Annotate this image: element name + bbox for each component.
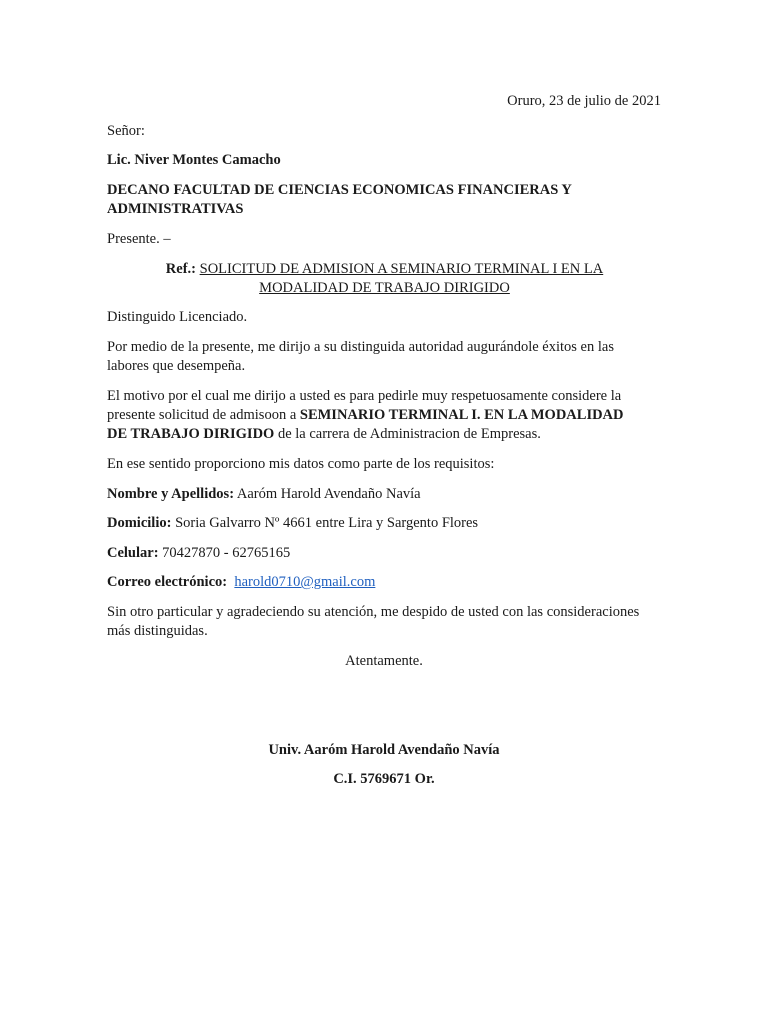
name-value: Aaróm Harold Avendaño Navía: [234, 486, 421, 502]
phone-label: Celular:: [107, 545, 159, 561]
greeting: Distinguido Licenciado.: [107, 309, 248, 325]
signature-name: Univ. Aaróm Harold Avendaño Navía: [268, 742, 500, 758]
address-label: Domicilio:: [107, 515, 172, 531]
recipient-title-line2: ADMINISTRATIVAS: [107, 201, 244, 217]
para2-line3: [107, 424, 664, 444]
date-line: Oruro, 23 de julio de 2021: [507, 93, 661, 109]
para1-line2: labores que desempeña.: [107, 358, 246, 374]
recipient-title-line1: DECANO FACULTAD DE CIENCIAS ECONOMICAS FINANCIERAS Y: [107, 182, 572, 198]
salutation: Señor:: [107, 123, 145, 139]
address-value: Soria Galvarro Nº 4661 entre Lira y Sargento Flores: [171, 515, 479, 531]
field-address: [107, 513, 664, 533]
para2-line1: El motivo por el cual me dirijo a usted es para pedirle muy respetuosamente considere la: [107, 388, 622, 404]
field-email: [107, 572, 664, 592]
name-label: Nombre y Apellidos:: [107, 486, 235, 502]
ref-subject-line1: SOLICITUD DE ADMISION A SEMINARIO TERMINAL I EN LA: [199, 261, 604, 277]
recipient-name: Lic. Niver Montes Camacho: [107, 152, 281, 168]
phone-value: 70427870 - 62765165: [158, 545, 291, 561]
presente-line: Presente. –: [107, 231, 171, 247]
para2-line3-bold: DE TRABAJO DIRIGIDO: [107, 426, 275, 442]
ref-subject-line2: MODALIDAD DE TRABAJO DIRIGIDO: [259, 280, 510, 296]
para3: En ese sentido proporciono mis datos como parte de los requisitos:: [107, 456, 495, 472]
ref-line2: [107, 278, 662, 298]
para2-line2-normal: presente solicitud de admisoon a: [107, 407, 300, 423]
signature-ci: C.I. 5769671 Or.: [333, 771, 435, 787]
ref-label: Ref.:: [165, 261, 196, 277]
para1-line1: Por medio de la presente, me dirijo a su distinguida autoridad augurándole éxitos en las: [107, 339, 614, 355]
closing-line1: Sin otro particular y agradeciendo su atención, me despido de usted con las consideraciones: [107, 604, 640, 620]
email-label: Correo electrónico:: [107, 574, 228, 590]
field-name: [107, 484, 664, 504]
para2-line2-bold: SEMINARIO TERMINAL I. EN LA MODALIDAD: [299, 407, 624, 423]
atentamente: Atentamente.: [345, 653, 423, 669]
para2-line3-normal: de la carrera de Administracion de Empresas.: [274, 426, 541, 442]
para2-line2: [107, 405, 664, 425]
closing-line2: más distinguidas.: [107, 623, 208, 639]
ref-line1: [107, 259, 662, 279]
field-phone: [107, 543, 664, 563]
email-link[interactable]: harold0710@gmail.com: [234, 574, 376, 590]
